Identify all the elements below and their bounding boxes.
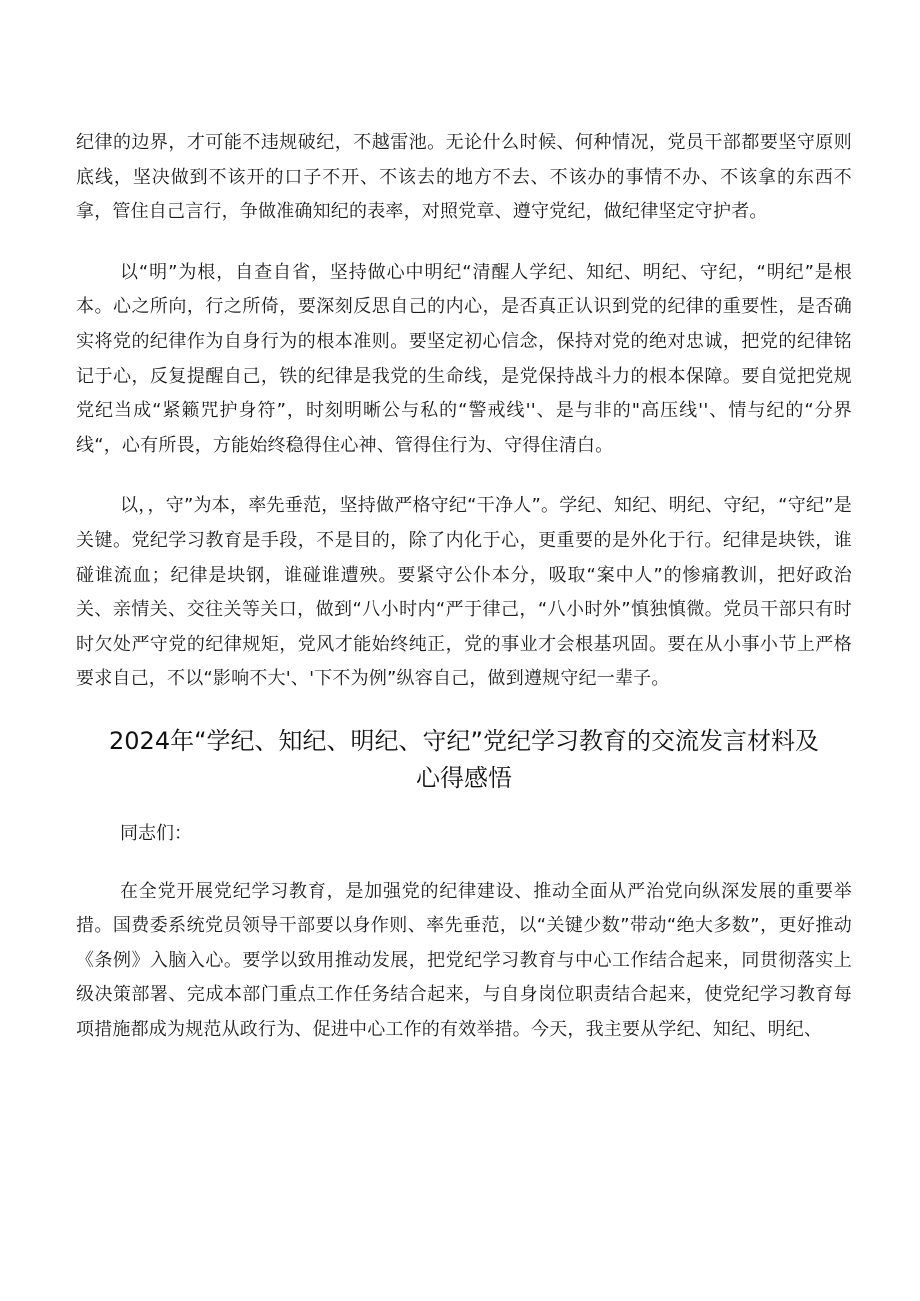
paragraph-ming-ji: 以“明”为根，自查自省，坚持做心中明纪“清醒人学纪、知纪、明纪、守纪，“明纪”是根本。心之所向，行之所倚，要深刻反思自己的内心，是否真正认识到党的纪律的重要性，是否确实将党的纪律作为自身行为的根本准则。要坚定初心信念，保持对党的绝对忠诚，把党的纪律铭记于心，反复提醒自己，铁的纪律是我党的生命线，是党保持战斗力的根本保障。要自觉把党规党纪当成“紧籁咒护身符”，时刻明晰公与私的“警戒线''、是与非的"高压线''、情与纪的“分界线“，心有所畏，方能始终稳得住心神、管得住行为、守得住清白。: [76, 261, 852, 456]
document-heading: 2024年“学纪、知纪、明纪、守纪”党纪学习教育的交流发言材料及心得感悟: [109, 726, 819, 792]
paragraph-intro: 在全党开展党纪学习教育，是加强党的纪律建设、推动全面从严治党向纵深发展的重要举措。国费委系统党员领导干部要以身作则、率先垂范，以“关键少数”带动“绝大多数”，更好推动《条例》入脑入心。要学以致用推动发展，把党纪学习教育与中心工作结合起来，同贯彻落实上级决策部署、完成本部门重点工作任务结合起来，与自身岗位职责结合起来，使党纪学习教育每项措施都成为规范从政行为、促进中心工作的有效举措。今天，我主要从学纪、知纪、明纪、: [76, 880, 852, 1040]
paragraph-discipline-boundary: 纪律的边界，才可能不违规破纪，不越雷池。无论什么时候、何种情况，党员干部都要坚守原则底线，坚决做到不该开的口子不开、不该去的地方不去、不该办的事情不办、不该拿的东西不拿，管住自己言行，争做准确知纪的表率，对照党章、遵守党纪，做纪律坚定守护者。: [76, 132, 852, 223]
paragraph-shou-ji: 以，，守”为本，率先垂范，坚持做严格守纪“干净人”。学纪、知纪、明纪、守纪，“守纪”是关键。党纪学习教育是手段，不是目的，除了内化于心，更重要的是外化于行。纪律是块铁，谁碰谁流血；纪律是块钢，谁碰谁遭殃。要紧守公仆本分，吸取“案中人”的惨痛教训，把好政治关、亲情关、交往关等关口，做到“八小时内“严于律己，“八小时外”慎独慎微。党员干部只有时时欠处严守党的纪律规矩，党风才能始终纯正，党的事业才会根基巩固。要在从小事小节上严格要求自己，不以“影响不大'、'下不为例”纵容自己，做到遵规守纪一辈子。: [76, 495, 852, 690]
salutation: 同志们：: [120, 822, 192, 844]
